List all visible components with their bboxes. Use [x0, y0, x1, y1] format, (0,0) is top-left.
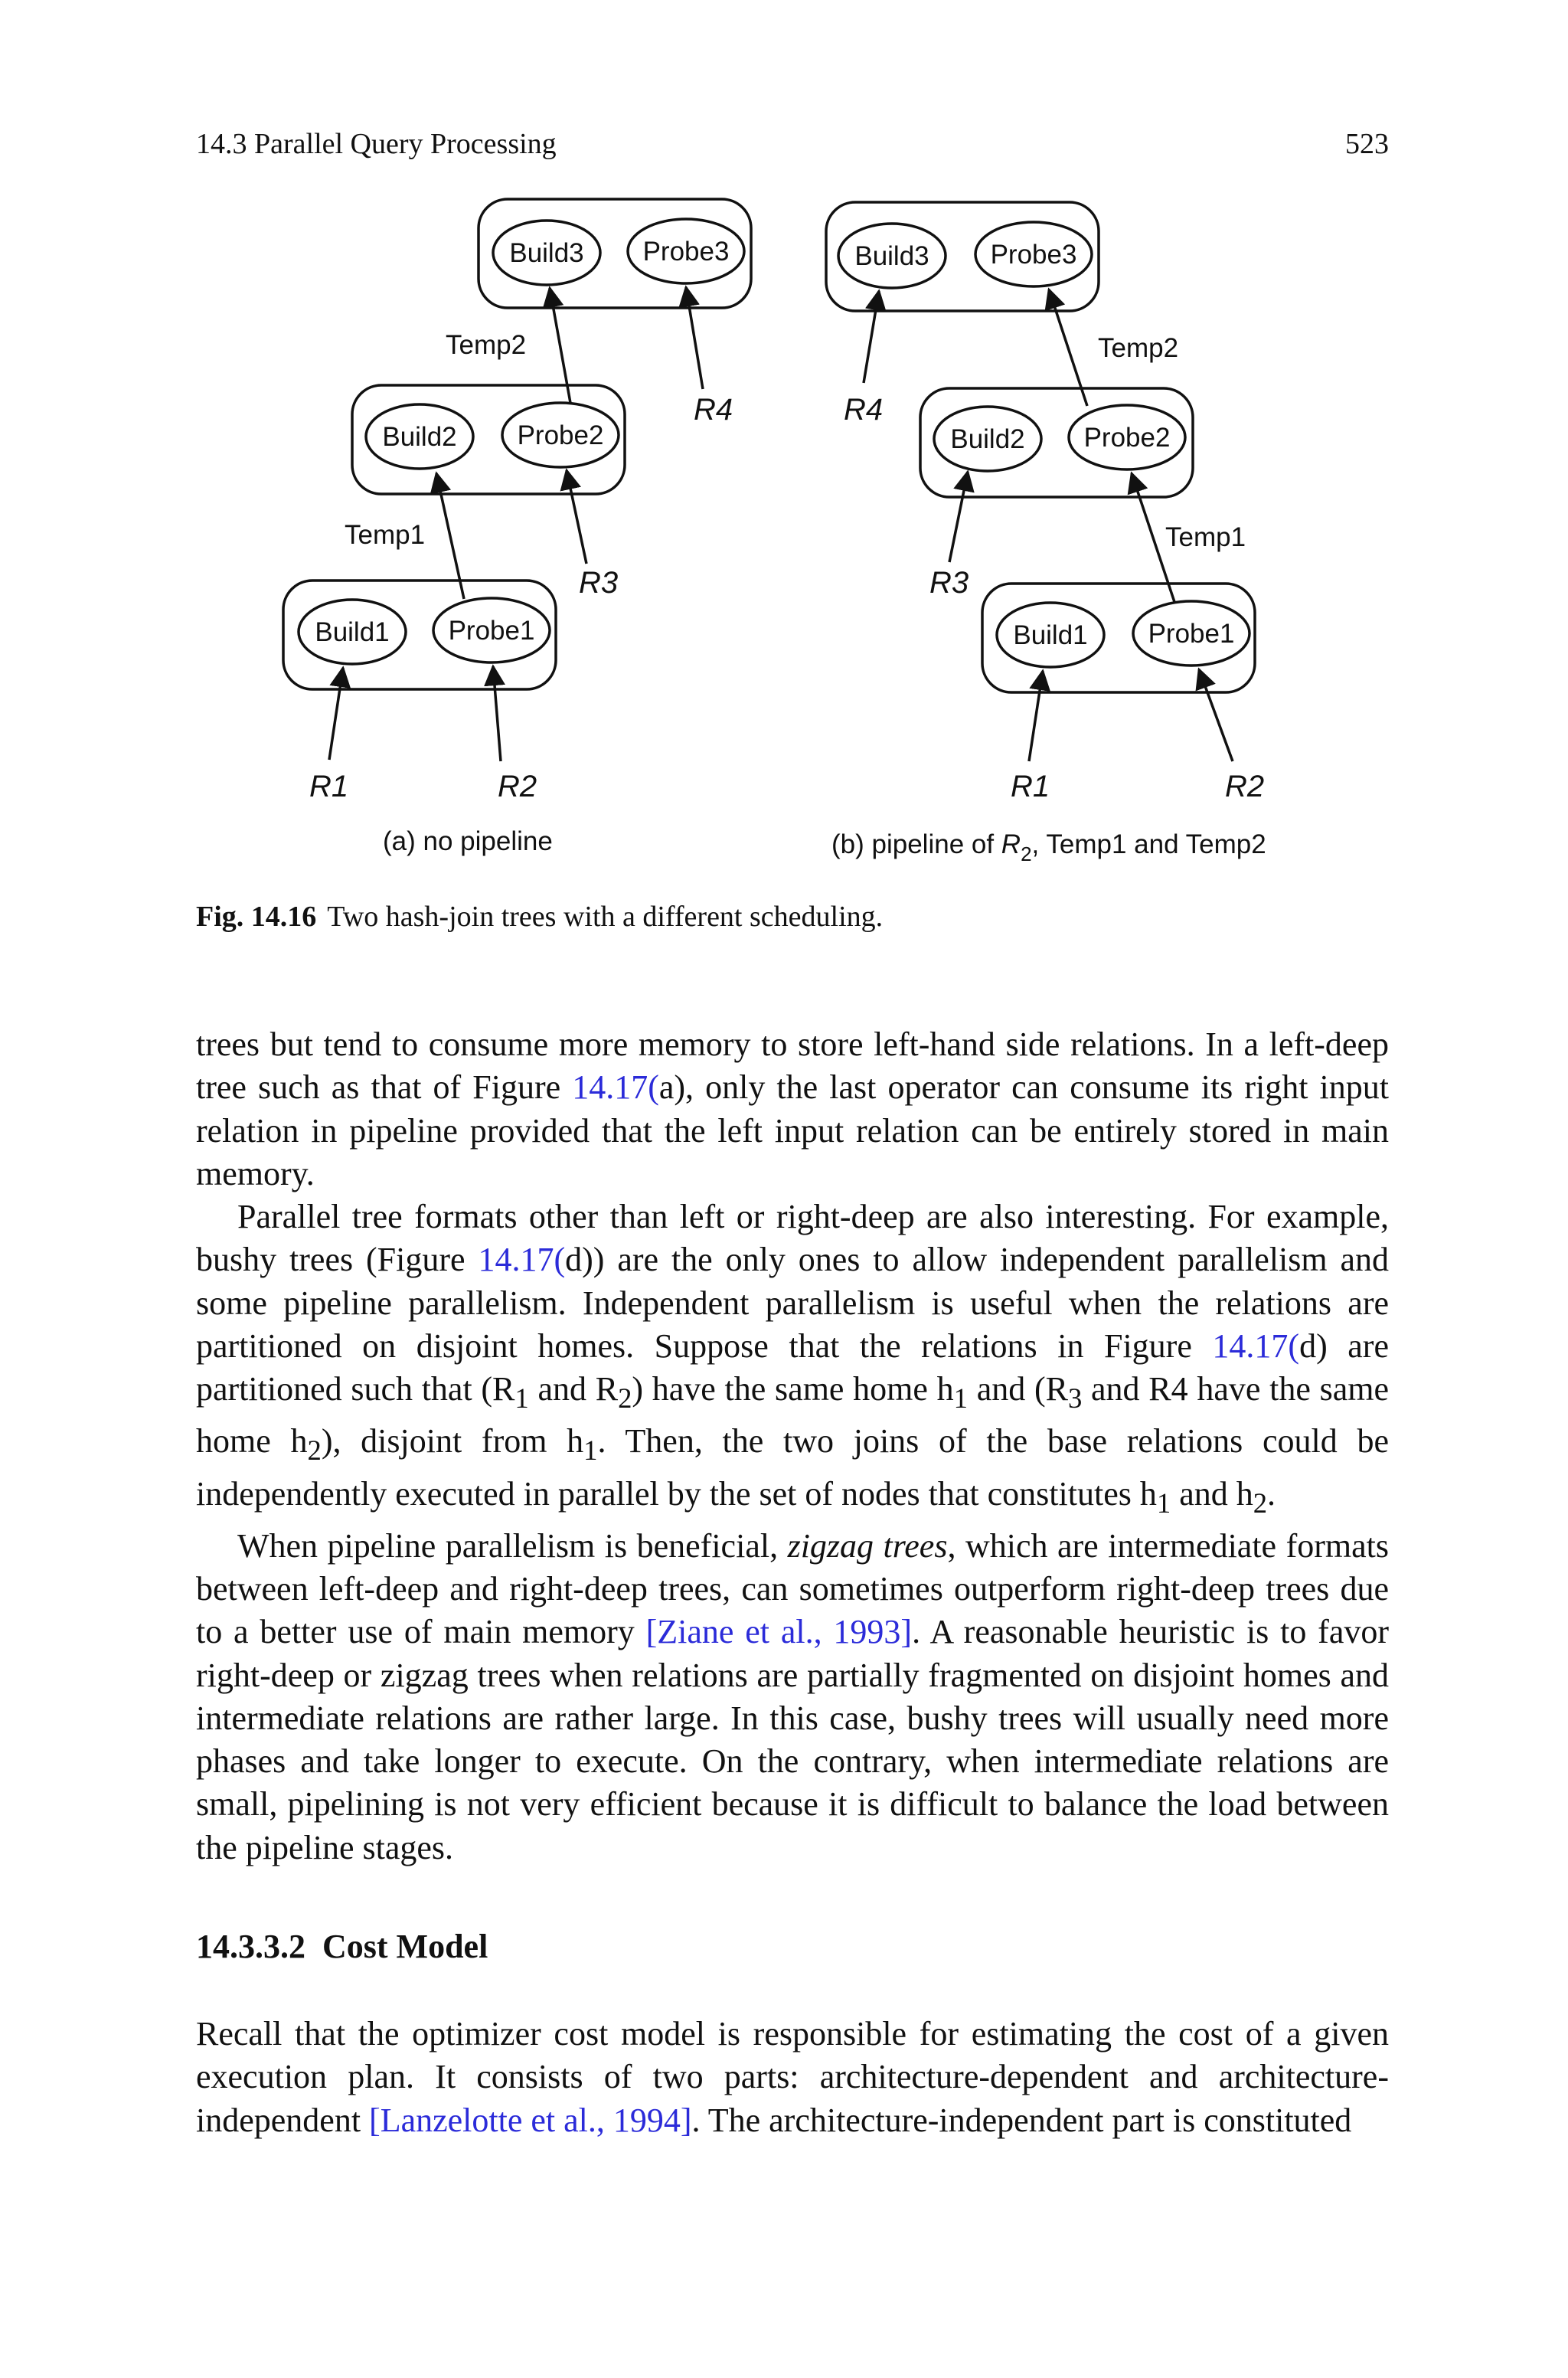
body-text	[196, 1023, 1389, 1869]
subscript: 1	[583, 1434, 598, 1467]
text-run: trees but tend to consume more memory to store left-hand side relations. In a left-deep tree such as that of Figure	[196, 1025, 1389, 1107]
text-run: . A reasonable heuristic is to favor right-deep or zigzag trees when relations are partially fragmented on disjoint homes and intermediate relations are rather large. In this case, bushy trees will usually need more phases and take longer to execute. On the contrary, when intermediate relations are small, pipelining is not very efficient because it is difficult to balance the load between the pipeline stages.	[196, 1613, 1390, 1866]
text-run: Parallel tree formats other than left or right-deep are also interesting. For example, bushy trees (Figure	[196, 1198, 1389, 1279]
emphasis: zigzag trees	[787, 1526, 948, 1565]
text-run: d)) are the only ones to allow independent parallelism and some pipeline parallelism. Independent parallelism is useful when the relations are partitioned on disjoint homes. Suppose that the relations in Figure	[196, 1241, 1389, 1366]
text-run: d) are partitioned such that (R	[196, 1327, 1389, 1408]
build1-label-a: Build1	[315, 617, 390, 647]
tree-b	[826, 202, 1255, 761]
tree-a	[283, 199, 751, 761]
text-run: .	[1267, 1474, 1276, 1513]
text-run: and R	[528, 1370, 619, 1408]
build2-label-b: Build2	[950, 424, 1025, 454]
temp2-label-a: Temp2	[446, 330, 527, 360]
text-run: and (R	[967, 1370, 1068, 1408]
r1-label-a: R1	[309, 770, 349, 803]
caption-tree-b-sub: 2	[1021, 842, 1032, 865]
hash-join-trees-diagram	[0, 0, 1568, 919]
figure-caption-label: Fig. 14.16	[196, 901, 317, 933]
subscript: 2	[1253, 1487, 1268, 1519]
r2-label-a: R2	[498, 770, 537, 803]
probe3-label-a: Probe3	[642, 237, 730, 267]
section-number: 14.3.3.2	[196, 1928, 305, 1965]
text-run: When pipeline parallelism is beneficial,	[237, 1526, 788, 1565]
section-heading	[196, 1927, 488, 1966]
subscript: 1	[1156, 1487, 1171, 1519]
text-run: and h	[1171, 1474, 1253, 1513]
caption-tree-b-rel: R	[1001, 829, 1021, 859]
body-text-2	[196, 2013, 1389, 2142]
text-run: ) have the same home h	[632, 1370, 954, 1408]
r3-label-a: R3	[579, 566, 619, 600]
citation-link[interactable]: [Ziane et al., 1993]	[645, 1613, 913, 1651]
text-run: a), only the last operator can consume its right input relation in pipeline provided that the left input relation can be entirely stored in main memory.	[196, 1068, 1390, 1192]
probe2-label-a: Probe2	[517, 420, 604, 450]
build3-label-a: Build3	[509, 238, 584, 268]
figure-link[interactable]: 14.17(	[478, 1241, 566, 1279]
probe1-label-a: Probe1	[448, 616, 535, 646]
figure-caption-text: Two hash-join trees with a different scheduling.	[327, 901, 884, 933]
text-run: and R4 have the same home h	[196, 1370, 1390, 1460]
subscript: 1	[953, 1382, 968, 1415]
build2-label-a: Build2	[382, 422, 457, 452]
r2-label-b: R2	[1225, 770, 1265, 803]
r3-label-b: R3	[929, 566, 969, 600]
figure-link[interactable]: 14.17(	[572, 1068, 659, 1107]
subscript: 2	[307, 1434, 322, 1467]
probe2-label-b: Probe2	[1083, 423, 1171, 453]
subscript: 2	[618, 1382, 632, 1415]
caption-tree-b	[831, 829, 1266, 865]
text-run: . Then, the two joins of the base relations could be independently executed in parallel by the set of nodes that constitutes h	[196, 1422, 1389, 1513]
section-title-text: Cost Model	[322, 1928, 488, 1965]
r1-label-b: R1	[1011, 770, 1050, 803]
text-run: ), disjoint from h	[321, 1422, 584, 1460]
paragraph-3	[196, 1525, 1389, 1869]
paragraph-1	[196, 1023, 1389, 1196]
subscript: 3	[1067, 1382, 1083, 1415]
arrow-r2-b	[1199, 669, 1233, 761]
arrow-r1-a	[329, 668, 343, 760]
figure-link[interactable]: 14.17(	[1212, 1327, 1300, 1366]
probe1-label-b: Probe1	[1148, 619, 1235, 649]
arrow-r2-a	[493, 666, 501, 761]
page-number: 523	[1345, 128, 1389, 160]
subscript: 1	[514, 1382, 529, 1415]
arrow-r1-b	[1029, 671, 1043, 761]
temp1-label-b: Temp1	[1165, 522, 1246, 552]
temp2-label-b: Temp2	[1098, 333, 1179, 363]
arrow-r3-a	[567, 470, 586, 564]
text-run: . The architecture-independent part is constituted	[691, 2101, 1352, 2139]
paragraph-2	[196, 1196, 1389, 1524]
figure-caption	[196, 900, 883, 934]
caption-tree-a: (a) no pipeline	[383, 826, 553, 856]
r4-label-a: R4	[694, 393, 733, 427]
text-run: , which are intermediate formats between left-deep and right-deep trees, can sometimes outperform right-deep trees due to a better use of main memory	[196, 1526, 1389, 1651]
section-title: 14.3 Parallel Query Processing	[196, 128, 557, 160]
build1-label-b: Build1	[1013, 620, 1088, 650]
arrow-r4-b	[864, 291, 879, 383]
caption-tree-b-post: , Temp1 and Temp2	[1031, 829, 1266, 859]
temp1-label-a: Temp1	[345, 520, 426, 550]
arrow-r3-b	[949, 472, 968, 562]
probe3-label-b: Probe3	[990, 240, 1077, 270]
r4-label-b: R4	[844, 393, 884, 427]
caption-tree-b-pre: (b) pipeline of	[831, 829, 1001, 859]
paragraph-4	[196, 2013, 1389, 2142]
arrow-r4-a	[686, 287, 703, 389]
citation-link[interactable]: [Lanzelotte et al., 1994]	[369, 2101, 692, 2139]
text-run: Recall that the optimizer cost model is responsible for estimating the cost of a given execution plan. It consists of two parts: architecture-dependent and architecture-independent	[196, 2015, 1389, 2139]
build3-label-b: Build3	[854, 241, 929, 271]
